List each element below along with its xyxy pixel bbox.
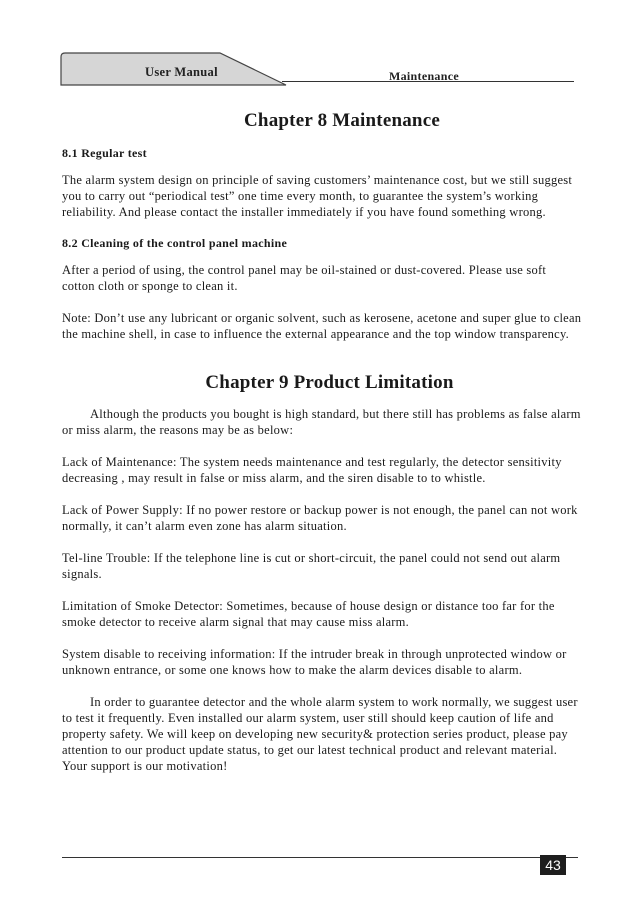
chapter-9-intro: Although the products you bought is high standard, but there still has problems as false alarm or miss alarm, the reasons may be as below: — [62, 407, 581, 437]
limitation-tel-line: Tel-line Trouble: If the telephone line is cut or short-circuit, the panel could not send out alarm signals. — [62, 551, 561, 581]
page-content — [62, 110, 582, 790]
limitation-receiving-information: System disable to receiving information: If the intruder break in through unprotected window or unknown entrance, or some one knows how to make the alarm devices disable to alarm. — [62, 647, 567, 677]
page-number: 43 — [540, 855, 566, 875]
chapter-9-closing: In order to guarantee detector and the whole alarm system to work normally, we suggest user to test it frequently. Even installed our alarm system, user still should keep caution of life and property safety. We will keep on developing new security& protection series product, please pay attention to our product update status, to get our latest technical product and relevant material. Your support is our motivation! — [62, 695, 578, 773]
chapter-9-title: Chapter 9 Product Limitation — [205, 372, 454, 393]
header-section-label: Maintenance — [389, 69, 459, 83]
footer-rule — [62, 857, 578, 858]
section-8-2-heading: 8.2 Cleaning of the control panel machine — [62, 236, 288, 250]
section-8-2-paragraph: After a period of using, the control panel may be oil-stained or dust-covered. Please use soft cotton cloth or sponge to clean it. — [62, 263, 547, 293]
limitation-maintenance: Lack of Maintenance: The system needs maintenance and test regularly, the detector sensitivity decreasing , may result in false or miss alarm, and the siren disable to to whistle. — [62, 455, 562, 485]
chapter-8-title: Chapter 8 Maintenance — [244, 110, 440, 131]
section-8-2-note: Note: Don’t use any lubricant or organic solvent, such as kerosene, acetone and super glue to clean the machine shell, in case to influence the external appearance and the top window transparency. — [62, 311, 582, 341]
section-8-1-heading: 8.1 Regular test — [62, 146, 147, 160]
section-8-1-paragraph: The alarm system design on principle of saving customers’ maintenance cost, but we still suggest you to carry out “periodical test” one time every month, to guarantee the system’s working reliability. And please contact the installer immediately if you have found something wrong. — [62, 173, 573, 219]
header-rule — [282, 81, 574, 82]
header-tab-label: User Manual — [145, 65, 218, 79]
page-header — [57, 50, 577, 84]
limitation-smoke-detector: Limitation of Smoke Detector: Sometimes, because of house design or distance too far for the smoke detector to receive alarm signal that may cause miss alarm. — [62, 599, 555, 629]
limitation-power-supply: Lack of Power Supply: If no power restore or backup power is not enough, the panel can not work normally, it can’t alarm even zone has alarm situation. — [62, 503, 578, 533]
